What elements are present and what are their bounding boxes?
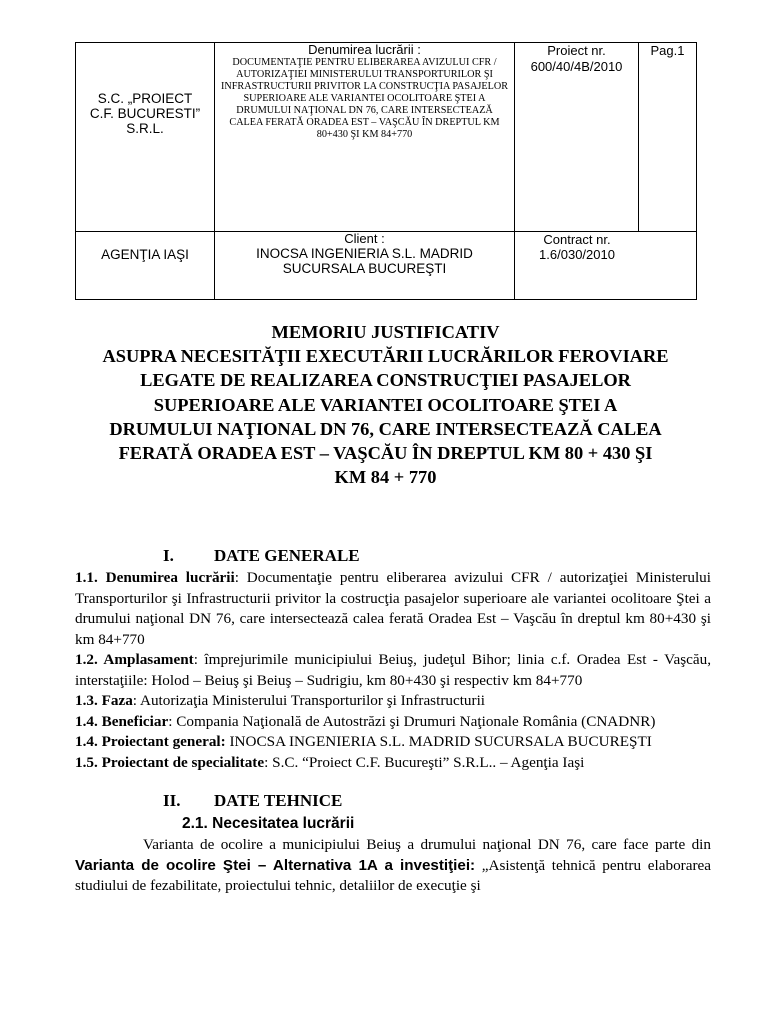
- general-item: [75, 650, 711, 691]
- document-body: [75, 544, 711, 897]
- section-heading: [163, 789, 711, 813]
- item-text: : Documentaţie pentru eliberarea avizului CFR / autorizaţiei Ministerului Transporturilor şi Infrastructurii privitor la costrucţia pasajelor superioare ale variantei ocolitoare Ştei a drumului naţional DN 76, care intersectează calea ferată Oradea Est – Vaşcău în dreptul km 80+430 şi km 84+770: [75, 569, 711, 648]
- general-item: [75, 712, 711, 733]
- section-number: I.: [163, 546, 174, 565]
- para-bold: Varianta de ocolire Ştei – Alternativa 1A a investiţiei:: [75, 856, 476, 874]
- company-line: S.R.L.: [126, 121, 164, 136]
- item-label: 1.4. Proiectant general:: [75, 733, 226, 750]
- title-line: LEGATE DE REALIZAREA CONSTRUCŢIEI PASAJELOR: [140, 370, 631, 391]
- section-title: DATE TEHNICE: [214, 791, 343, 810]
- page-number: Pag.1: [650, 43, 685, 58]
- subsection-heading: 2.1. Necesitatea lucrării: [182, 815, 355, 832]
- header-table: [75, 42, 697, 300]
- client-line: SUCURSALA BUCUREŞTI: [282, 261, 447, 276]
- section-number: II.: [163, 791, 181, 810]
- item-text: INOCSA INGENIERIA S.L. MADRID SUCURSALA BUCUREŞTI: [225, 733, 652, 750]
- title-line: MEMORIU JUSTIFICATIV: [271, 322, 500, 342]
- client-cell: [215, 232, 515, 300]
- agency-name: AGENŢIA IAŞI: [101, 247, 189, 262]
- title-line: DRUMULUI NAŢIONAL DN 76, CARE INTERSECTEAZĂ CALEA: [109, 418, 662, 439]
- title-line: SUPERIOARE ALE VARIANTEI OCOLITOARE ŞTEI A: [153, 394, 618, 415]
- work-label: Denumirea lucrării :: [308, 42, 421, 57]
- body-paragraph: [75, 835, 711, 897]
- company-cell: [76, 43, 215, 232]
- contract-label: Contract nr.: [543, 232, 611, 247]
- contract-cell: [515, 232, 697, 300]
- para-text: Varianta de ocolire a municipiului Beiuş a drumului naţional DN 76, care face parte din: [143, 836, 711, 853]
- title-line: ASUPRA NECESITĂŢII EXECUTĂRII LUCRĂRILOR FEROVIARE: [102, 346, 669, 367]
- title-line: FERATĂ ORADEA EST – VAŞCĂU ÎN DREPTUL KM 80 + 430 ŞI: [118, 443, 653, 464]
- general-item: [75, 732, 711, 753]
- para-text: „Asistenţă tehnică pentru elaborarea studiului de fezabilitate, proiectului tehnic, detaliilor de execuţie şi: [75, 856, 711, 894]
- work-title: DOCUMENTAŢIE PENTRU ELIBERAREA AVIZULUI CFR / AUTORIZAŢIEI MINISTERULUI TRANSPORTURILOR ŞI INFRASTRUCTURII PRIVITOR LA CONSTRUCŢIA PASAJELOR SUPERIOARE ALE VARIANTEI OCOLITOARE ŞTEI A DRUMULUI NAŢIONAL DN 76, CARE INTERSECTEAZĂ CALEA FERATĂ ORADEA EST – VAŞCĂU ÎN DREPTUL KM 80+430 ŞI KM 84+770: [221, 57, 508, 140]
- section-heading: [163, 544, 711, 568]
- item-label: 1.2. Amplasament: [75, 651, 194, 668]
- general-item: [75, 568, 711, 650]
- title-line: KM 84 + 770: [334, 467, 437, 488]
- item-label: 1.5. Proiectant de specialitate: [75, 753, 265, 771]
- project-number: 600/40/4B/2010: [530, 59, 623, 74]
- project-label: Proiect nr.: [547, 43, 606, 58]
- item-text: : Compania Naţională de Autostrăzi şi Drumuri Naţionale România (CNADNR): [168, 712, 656, 730]
- item-label: 1.4. Beneficiar: [75, 712, 169, 730]
- work-title-cell: [215, 43, 515, 232]
- client-label: Client :: [344, 231, 385, 246]
- contract-number: 1.6/030/2010: [539, 247, 615, 262]
- item-text: : Autorizaţia Ministerului Transporturilor şi Infrastructurii: [132, 692, 486, 709]
- item-label: 1.1. Denumirea lucrării: [75, 569, 235, 586]
- item-text: : S.C. “Proiect C.F. Bucureşti” S.R.L.. – Agenţia Iaşi: [264, 753, 585, 771]
- company-line: S.C. „PROIECT: [97, 91, 193, 106]
- item-label: 1.3. Faza: [75, 692, 133, 709]
- item-text: : împrejurimile municipiului Beiuş, judeţul Bihor; linia c.f. Oradea Est - Vaşcău, interstaţiile: Holod – Beiuş şi Beiuş – Sudrigiu, km 80+430 şi respectiv km 84+770: [75, 651, 711, 689]
- document-title: [60, 320, 711, 489]
- page-cell: [639, 43, 697, 232]
- client-line: INOCSA INGENIERIA S.L. MADRID: [256, 246, 473, 261]
- section-title: DATE GENERALE: [214, 546, 360, 565]
- company-line: C.F. BUCURESTI”: [89, 106, 201, 121]
- general-item: [75, 691, 711, 712]
- agency-cell: [76, 232, 215, 300]
- project-cell: [515, 43, 639, 232]
- general-item: [75, 753, 711, 774]
